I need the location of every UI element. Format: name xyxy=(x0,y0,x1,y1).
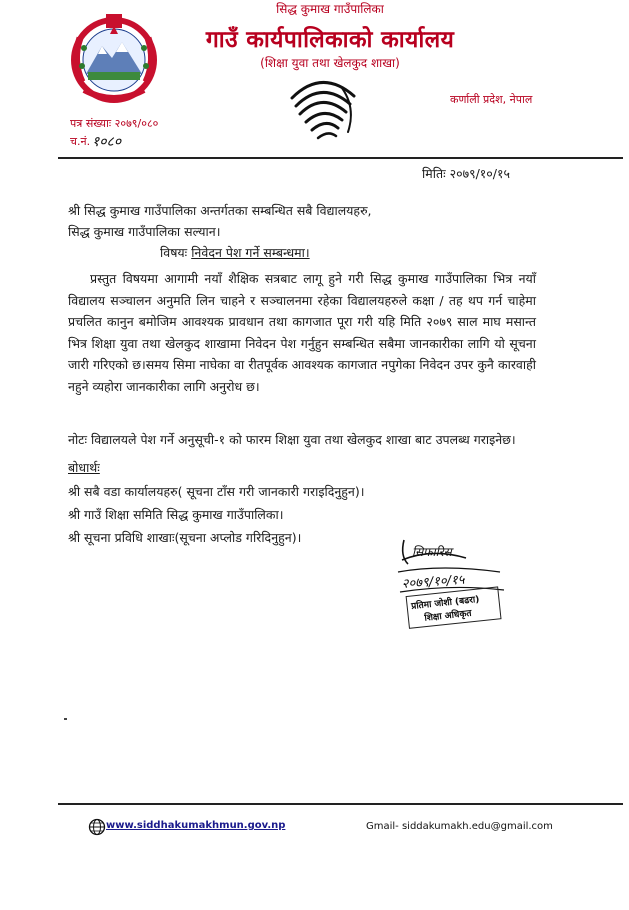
cc-heading: बोधार्थः xyxy=(68,460,100,475)
cc-item: श्री सबै वडा कार्यालयहरु( सूचना टाँस गरी जानकारी गराइदिनुहुन)। xyxy=(68,484,365,499)
signature-title: शिक्षा अधिकृत xyxy=(424,608,472,624)
subject-line xyxy=(160,243,310,262)
header-divider xyxy=(58,157,623,159)
globe-icon xyxy=(88,818,106,836)
footer-divider xyxy=(58,803,623,805)
website-link[interactable]: www.siddhakumakhmun.gov.np xyxy=(106,820,286,831)
cc-item: श्री गाउँ शिक्षा समिति सिद्ध कुमाख गाउँपालिका। xyxy=(68,507,284,522)
municipality-name: सिद्ध कुमाख गाउँपालिका xyxy=(276,2,384,16)
letter-body-paragraph: प्रस्तुत विषयमा आगामी नयाँ शैक्षिक सत्रबाट लागू हुने गरी सिद्ध कुमाख गाउँपालिका भित्र नयाँ विद्यालय सञ्चालन अनुमति लिन चाहने र सञ्चालनमा रहेका विद्यालयहरुले कक्षा / तह थप गर्न चाहेमा प्रचलित कानुन बमोजिम आवश्यक प्रावधान तथा कागजात पूरा गरी यहि मिति २०७९ साल माघ मसान्त भित्र शिक्षा युवा तथा खेलकुद शाखामा निवेदन पेश गर्नुहुन सम्बन्धित सबैमा जानकारीका लागि यो सूचना जारी गरिएको छ।समय सिमा नाघेका वा रीतपूर्वक आवश्यक कागजात नपुगेका निवेदन उपर कुनै कारवाही नहुने व्यहोरा जानकारीका लागि अनुरोध छ। xyxy=(68,271,536,394)
cc-item: श्री सूचना प्रविधि शाखाः(सूचना अप्लोड गरिदिनुहुन)। xyxy=(68,530,302,545)
office-title: गाउँ कार्यपालिकाको कार्यालय xyxy=(205,27,455,53)
signature-approval: सिफारिस xyxy=(412,545,452,559)
email-contact: Gmail- siddakumakh.edu@gmail.com xyxy=(366,821,553,832)
reference-number: पत्र संख्याः २०७९/०८० xyxy=(70,117,159,130)
office-stamp-icon xyxy=(282,68,362,144)
nepal-emblem-icon xyxy=(62,8,166,106)
signature-date: २०७९/१०/१५ xyxy=(401,572,465,592)
handwritten-signature xyxy=(392,534,522,630)
stray-mark xyxy=(64,718,67,720)
dispatch-number: १०८० xyxy=(92,134,122,150)
section-name: (शिक्षा युवा तथा खेलकुद शाखा) xyxy=(260,56,400,70)
province-label: कर्णाली प्रदेश, नेपाल xyxy=(450,93,533,106)
recipient-line-2: सिद्ध कुमाख गाउँपालिका सल्यान। xyxy=(68,224,221,239)
subject-label: विषयः xyxy=(160,245,188,260)
note-line: नोटः विद्यालयले पेश गर्ने अनुसूची-१ को फारम शिक्षा युवा तथा खेलकुद शाखा बाट उपलब्ध गराइनेछ। xyxy=(68,432,516,447)
signature-name: प्रतिमा जोशी (बढरा) xyxy=(410,594,480,613)
dispatch-label: च.नं. xyxy=(70,135,91,148)
letter-date: मितिः २०७९/१०/१५ xyxy=(422,166,510,181)
recipient-line-1: श्री सिद्ध कुमाख गाउँपालिका अन्तर्गतका सम्बन्धित सबै विद्यालयहरु, xyxy=(68,203,372,218)
subject-text: निवेदन पेश गर्ने सम्बन्धमा। xyxy=(191,245,310,260)
